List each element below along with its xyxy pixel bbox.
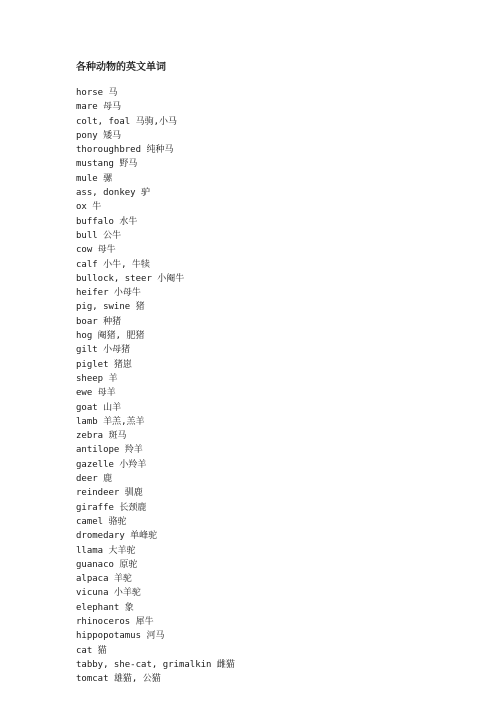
vocab-entry: alpaca 羊驼 (76, 574, 132, 585)
vocab-entry: guanaco 原驼 (76, 559, 138, 570)
vocab-entry: pony 矮马 (76, 130, 122, 141)
vocab-entry: hippopotamus 河马 (76, 631, 165, 642)
vocab-entry: reindeer 驯鹿 (76, 488, 143, 499)
vocab-entry: vicuna 小羊驼 (76, 588, 141, 599)
vocab-entry: lamb 羊羔,羔羊 (76, 416, 145, 427)
vocab-entry: horse 马 (76, 88, 118, 98)
vocab-entry: ox 牛 (76, 202, 102, 213)
vocab-entry: antilope 羚羊 (76, 445, 143, 456)
vocab-entry: gilt 小母猪 (76, 345, 131, 356)
vocab-entry: dromedary 单峰驼 (76, 531, 158, 542)
vocab-entry: cow 母牛 (76, 245, 116, 256)
vocab-entry: pig, swine 猪 (76, 302, 145, 313)
vocab-entry: tomcat 雄猫, 公猫 (76, 674, 161, 685)
document-title: 各种动物的英文单词 (76, 62, 166, 73)
vocab-entry: camel 骆驼 (76, 516, 127, 527)
vocab-entry: tabby, she-cat, grimalkin 雌猫 (76, 659, 235, 670)
vocab-entry: colt, foal 马驹,小马 (76, 116, 178, 127)
vocab-entry: llama 大羊驼 (76, 545, 136, 556)
vocab-entry: hog 阉猪, 肥猪 (76, 331, 145, 342)
vocabulary-list (76, 86, 235, 686)
vocab-entry: elephant 象 (76, 602, 134, 613)
vocab-entry: deer 鹿 (76, 474, 113, 485)
vocab-entry: ewe 母羊 (76, 388, 116, 399)
vocab-entry: giraffe 长颈鹿 (76, 502, 147, 513)
vocab-entry: bullock, steer 小阉牛 (76, 273, 185, 284)
vocab-entry: gazelle 小羚羊 (76, 459, 147, 470)
vocab-entry: bull 公牛 (76, 230, 122, 241)
vocab-entry: thoroughbred 纯种马 (76, 145, 174, 156)
vocab-entry: sheep 羊 (76, 373, 118, 384)
vocab-entry: calf 小牛, 牛犊 (76, 259, 150, 270)
vocab-entry: rhinoceros 犀牛 (76, 616, 154, 627)
vocab-entry: cat 猫 (76, 645, 107, 656)
vocab-entry: boar 种猪 (76, 316, 122, 327)
vocab-entry: buffalo 水牛 (76, 216, 138, 227)
vocab-entry: mule 骡 (76, 173, 113, 184)
vocab-entry: zebra 斑马 (76, 431, 127, 442)
vocab-entry: ass, donkey 驴 (76, 188, 151, 199)
vocab-entry: mare 母马 (76, 102, 122, 113)
vocab-entry: piglet 猪崽 (76, 359, 132, 370)
vocab-entry: goat 山羊 (76, 402, 122, 413)
vocab-entry: mustang 野马 (76, 159, 138, 170)
vocab-entry: heifer 小母牛 (76, 288, 141, 299)
